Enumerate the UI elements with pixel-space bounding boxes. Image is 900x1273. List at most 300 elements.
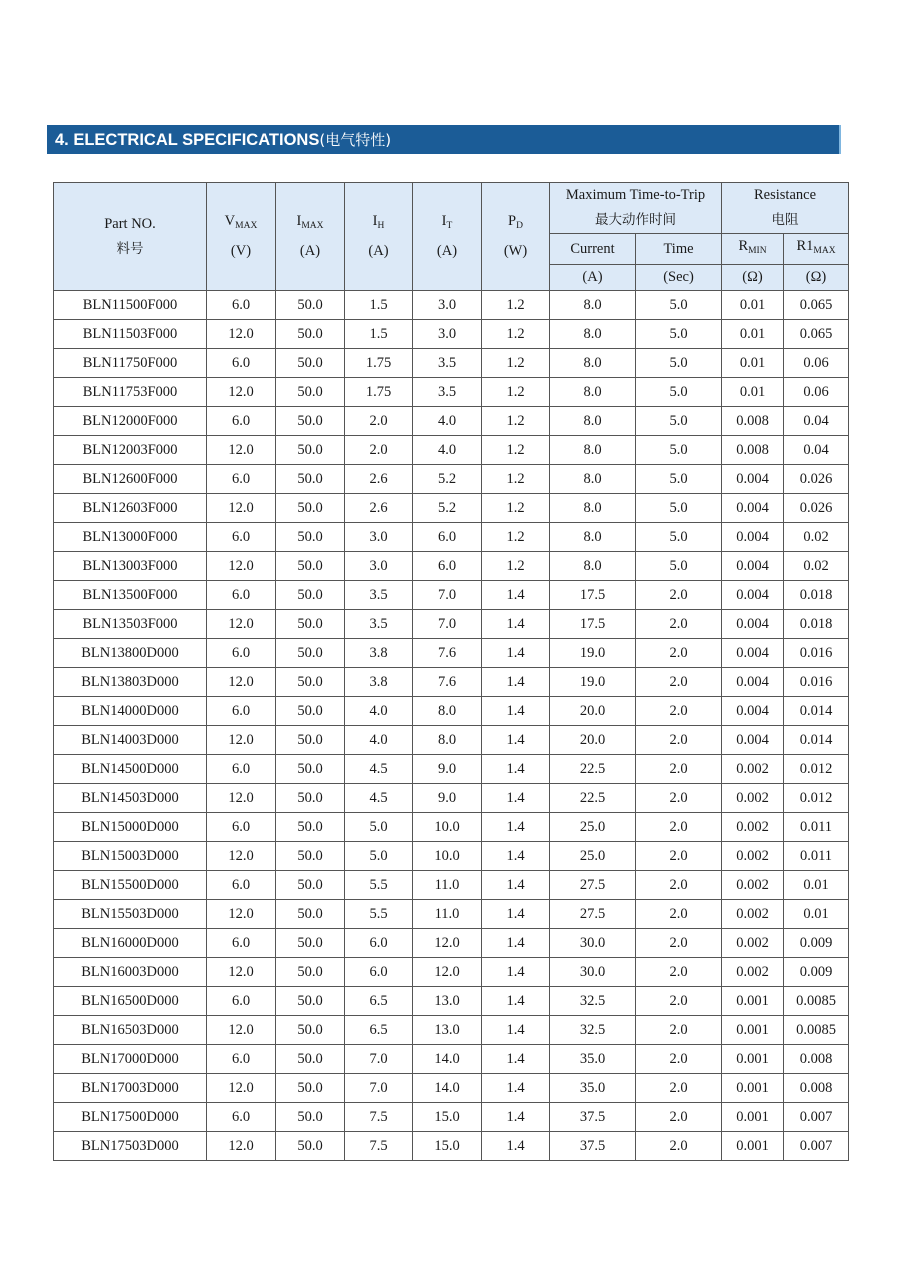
header-time-unit: (Sec) xyxy=(636,265,722,291)
cell-part-no: BLN14503D000 xyxy=(54,784,207,813)
cell-rmin: 0.001 xyxy=(722,1016,784,1045)
cell-rmin: 0.004 xyxy=(722,610,784,639)
cell-ih: 2.0 xyxy=(345,407,413,436)
header-rmin-sub: MIN xyxy=(748,246,767,256)
cell-part-no: BLN12003F000 xyxy=(54,436,207,465)
cell-it: 10.0 xyxy=(413,842,482,871)
cell-rmin: 0.01 xyxy=(722,378,784,407)
cell-part-no: BLN13500F000 xyxy=(54,581,207,610)
cell-pd: 1.4 xyxy=(482,1016,550,1045)
table-row xyxy=(54,987,849,1016)
cell-trip-time: 2.0 xyxy=(636,842,722,871)
cell-imax: 50.0 xyxy=(276,291,345,320)
cell-ih: 1.75 xyxy=(345,378,413,407)
cell-part-no: BLN16500D000 xyxy=(54,987,207,1016)
table-row xyxy=(54,494,849,523)
cell-trip-time: 2.0 xyxy=(636,784,722,813)
header-imax-sub: MAX xyxy=(301,221,324,231)
cell-vmax: 12.0 xyxy=(207,494,276,523)
cell-it: 13.0 xyxy=(413,1016,482,1045)
header-r1max xyxy=(784,234,849,265)
cell-part-no: BLN15003D000 xyxy=(54,842,207,871)
table-row xyxy=(54,349,849,378)
cell-pd: 1.2 xyxy=(482,552,550,581)
cell-part-no: BLN16003D000 xyxy=(54,958,207,987)
cell-rmin: 0.004 xyxy=(722,552,784,581)
cell-it: 4.0 xyxy=(413,436,482,465)
cell-ih: 5.0 xyxy=(345,813,413,842)
cell-ih: 7.5 xyxy=(345,1103,413,1132)
header-vmax xyxy=(207,183,276,291)
cell-trip-current: 27.5 xyxy=(550,871,636,900)
cell-ih: 5.0 xyxy=(345,842,413,871)
cell-trip-current: 8.0 xyxy=(550,494,636,523)
cell-rmin: 0.004 xyxy=(722,639,784,668)
cell-rmin: 0.004 xyxy=(722,581,784,610)
cell-trip-time: 2.0 xyxy=(636,610,722,639)
header-rmin-label: R xyxy=(738,238,749,254)
section-title-cn: (电气特性) xyxy=(319,131,392,149)
cell-trip-current: 32.5 xyxy=(550,987,636,1016)
cell-pd: 1.4 xyxy=(482,1045,550,1074)
cell-rmin: 0.002 xyxy=(722,871,784,900)
cell-trip-time: 2.0 xyxy=(636,1074,722,1103)
cell-trip-current: 17.5 xyxy=(550,581,636,610)
cell-vmax: 6.0 xyxy=(207,755,276,784)
cell-vmax: 6.0 xyxy=(207,1103,276,1132)
header-r1max-unit: (Ω) xyxy=(784,265,849,291)
cell-vmax: 6.0 xyxy=(207,1045,276,1074)
cell-trip-time: 2.0 xyxy=(636,1016,722,1045)
cell-it: 5.2 xyxy=(413,465,482,494)
cell-part-no: BLN12000F000 xyxy=(54,407,207,436)
header-current-unit: (A) xyxy=(550,265,636,291)
cell-imax: 50.0 xyxy=(276,929,345,958)
cell-vmax: 12.0 xyxy=(207,668,276,697)
cell-rmin: 0.001 xyxy=(722,1132,784,1161)
cell-pd: 1.2 xyxy=(482,349,550,378)
cell-imax: 50.0 xyxy=(276,1103,345,1132)
cell-pd: 1.2 xyxy=(482,436,550,465)
table-row xyxy=(54,900,849,929)
cell-trip-current: 27.5 xyxy=(550,900,636,929)
table-row xyxy=(54,668,849,697)
table-row xyxy=(54,726,849,755)
cell-rmin: 0.008 xyxy=(722,407,784,436)
cell-imax: 50.0 xyxy=(276,1074,345,1103)
cell-ih: 6.5 xyxy=(345,1016,413,1045)
header-pd-label: P xyxy=(508,213,517,229)
cell-it: 3.5 xyxy=(413,349,482,378)
cell-rmin: 0.004 xyxy=(722,726,784,755)
cell-trip-current: 22.5 xyxy=(550,784,636,813)
table-row xyxy=(54,871,849,900)
table-row xyxy=(54,929,849,958)
cell-ih: 6.5 xyxy=(345,987,413,1016)
header-time: Time xyxy=(636,234,722,265)
cell-r1max: 0.065 xyxy=(784,320,849,349)
cell-r1max: 0.011 xyxy=(784,813,849,842)
cell-rmin: 0.002 xyxy=(722,900,784,929)
cell-imax: 50.0 xyxy=(276,378,345,407)
cell-vmax: 12.0 xyxy=(207,552,276,581)
cell-it: 3.0 xyxy=(413,320,482,349)
cell-imax: 50.0 xyxy=(276,1045,345,1074)
cell-trip-current: 25.0 xyxy=(550,842,636,871)
cell-imax: 50.0 xyxy=(276,726,345,755)
cell-trip-time: 2.0 xyxy=(636,639,722,668)
cell-it: 13.0 xyxy=(413,987,482,1016)
header-rmin xyxy=(722,234,784,265)
cell-r1max: 0.01 xyxy=(784,900,849,929)
header-current: Current xyxy=(550,234,636,265)
cell-r1max: 0.012 xyxy=(784,755,849,784)
cell-part-no: BLN16000D000 xyxy=(54,929,207,958)
cell-it: 5.2 xyxy=(413,494,482,523)
section-title xyxy=(55,129,391,150)
cell-ih: 3.8 xyxy=(345,668,413,697)
header-resistance-label: Resistance xyxy=(754,187,817,203)
cell-vmax: 12.0 xyxy=(207,378,276,407)
table-row xyxy=(54,1016,849,1045)
header-part-no xyxy=(54,183,207,291)
section-header-bar xyxy=(47,125,841,154)
cell-r1max: 0.02 xyxy=(784,552,849,581)
table-row xyxy=(54,436,849,465)
cell-part-no: BLN12603F000 xyxy=(54,494,207,523)
cell-part-no: BLN13003F000 xyxy=(54,552,207,581)
cell-rmin: 0.004 xyxy=(722,697,784,726)
cell-part-no: BLN15000D000 xyxy=(54,813,207,842)
header-it-label: I xyxy=(441,213,447,229)
cell-trip-current: 22.5 xyxy=(550,755,636,784)
cell-part-no: BLN11750F000 xyxy=(54,349,207,378)
cell-trip-current: 17.5 xyxy=(550,610,636,639)
section-title-text: 4. ELECTRICAL SPECIFICATIONS xyxy=(55,131,320,149)
cell-ih: 5.5 xyxy=(345,900,413,929)
cell-it: 14.0 xyxy=(413,1074,482,1103)
cell-part-no: BLN12600F000 xyxy=(54,465,207,494)
cell-ih: 5.5 xyxy=(345,871,413,900)
cell-trip-current: 37.5 xyxy=(550,1132,636,1161)
cell-trip-current: 37.5 xyxy=(550,1103,636,1132)
cell-ih: 1.5 xyxy=(345,291,413,320)
cell-vmax: 6.0 xyxy=(207,349,276,378)
cell-ih: 7.5 xyxy=(345,1132,413,1161)
cell-vmax: 6.0 xyxy=(207,291,276,320)
cell-vmax: 12.0 xyxy=(207,1016,276,1045)
cell-imax: 50.0 xyxy=(276,784,345,813)
header-part-no-label: Part NO. xyxy=(104,215,156,232)
cell-ih: 2.0 xyxy=(345,436,413,465)
cell-imax: 50.0 xyxy=(276,610,345,639)
cell-rmin: 0.004 xyxy=(722,494,784,523)
cell-trip-time: 5.0 xyxy=(636,349,722,378)
cell-trip-time: 2.0 xyxy=(636,1132,722,1161)
cell-rmin: 0.01 xyxy=(722,349,784,378)
cell-trip-current: 8.0 xyxy=(550,291,636,320)
cell-trip-time: 5.0 xyxy=(636,465,722,494)
cell-pd: 1.4 xyxy=(482,1074,550,1103)
cell-r1max: 0.008 xyxy=(784,1045,849,1074)
cell-trip-time: 5.0 xyxy=(636,320,722,349)
cell-vmax: 12.0 xyxy=(207,842,276,871)
cell-pd: 1.4 xyxy=(482,813,550,842)
cell-vmax: 6.0 xyxy=(207,407,276,436)
cell-trip-time: 2.0 xyxy=(636,755,722,784)
table-row xyxy=(54,1103,849,1132)
cell-trip-time: 2.0 xyxy=(636,900,722,929)
cell-part-no: BLN13803D000 xyxy=(54,668,207,697)
cell-r1max: 0.018 xyxy=(784,610,849,639)
header-trip-cn: 最大动作时间 xyxy=(595,212,676,228)
cell-it: 15.0 xyxy=(413,1132,482,1161)
cell-trip-time: 5.0 xyxy=(636,378,722,407)
cell-r1max: 0.026 xyxy=(784,494,849,523)
cell-imax: 50.0 xyxy=(276,581,345,610)
cell-trip-current: 35.0 xyxy=(550,1045,636,1074)
table-row xyxy=(54,1045,849,1074)
header-it xyxy=(413,183,482,291)
cell-part-no: BLN17000D000 xyxy=(54,1045,207,1074)
header-vmax-sub: MAX xyxy=(235,221,258,231)
cell-it: 7.6 xyxy=(413,668,482,697)
cell-pd: 1.4 xyxy=(482,871,550,900)
header-trip xyxy=(550,183,722,234)
cell-pd: 1.4 xyxy=(482,1103,550,1132)
table-row xyxy=(54,291,849,320)
cell-vmax: 6.0 xyxy=(207,465,276,494)
cell-it: 8.0 xyxy=(413,726,482,755)
cell-trip-current: 8.0 xyxy=(550,465,636,494)
cell-rmin: 0.004 xyxy=(722,523,784,552)
cell-vmax: 6.0 xyxy=(207,639,276,668)
cell-imax: 50.0 xyxy=(276,1132,345,1161)
cell-pd: 1.2 xyxy=(482,378,550,407)
cell-r1max: 0.012 xyxy=(784,784,849,813)
cell-part-no: BLN14003D000 xyxy=(54,726,207,755)
cell-vmax: 6.0 xyxy=(207,697,276,726)
cell-part-no: BLN15503D000 xyxy=(54,900,207,929)
cell-vmax: 12.0 xyxy=(207,726,276,755)
cell-pd: 1.4 xyxy=(482,581,550,610)
cell-trip-time: 5.0 xyxy=(636,436,722,465)
table-row xyxy=(54,755,849,784)
cell-vmax: 6.0 xyxy=(207,929,276,958)
cell-ih: 3.5 xyxy=(345,610,413,639)
cell-rmin: 0.002 xyxy=(722,929,784,958)
cell-pd: 1.4 xyxy=(482,1132,550,1161)
table-row xyxy=(54,581,849,610)
cell-part-no: BLN13503F000 xyxy=(54,610,207,639)
cell-r1max: 0.016 xyxy=(784,639,849,668)
cell-it: 9.0 xyxy=(413,755,482,784)
table-row xyxy=(54,813,849,842)
cell-it: 12.0 xyxy=(413,929,482,958)
cell-rmin: 0.002 xyxy=(722,958,784,987)
cell-rmin: 0.004 xyxy=(722,465,784,494)
cell-part-no: BLN16503D000 xyxy=(54,1016,207,1045)
cell-pd: 1.4 xyxy=(482,784,550,813)
cell-trip-current: 32.5 xyxy=(550,1016,636,1045)
cell-rmin: 0.002 xyxy=(722,755,784,784)
cell-it: 15.0 xyxy=(413,1103,482,1132)
header-it-sub: T xyxy=(446,221,453,231)
cell-part-no: BLN17500D000 xyxy=(54,1103,207,1132)
cell-part-no: BLN15500D000 xyxy=(54,871,207,900)
cell-vmax: 12.0 xyxy=(207,436,276,465)
table-row xyxy=(54,407,849,436)
cell-it: 3.5 xyxy=(413,378,482,407)
header-ih-label: I xyxy=(372,213,378,229)
cell-pd: 1.2 xyxy=(482,465,550,494)
cell-ih: 3.0 xyxy=(345,523,413,552)
cell-ih: 2.6 xyxy=(345,494,413,523)
table-row xyxy=(54,552,849,581)
cell-imax: 50.0 xyxy=(276,987,345,1016)
cell-r1max: 0.026 xyxy=(784,465,849,494)
cell-trip-current: 20.0 xyxy=(550,697,636,726)
cell-trip-current: 19.0 xyxy=(550,639,636,668)
cell-rmin: 0.001 xyxy=(722,1074,784,1103)
cell-trip-time: 2.0 xyxy=(636,1045,722,1074)
header-ih-sub: H xyxy=(377,221,385,231)
cell-trip-time: 5.0 xyxy=(636,494,722,523)
cell-part-no: BLN17503D000 xyxy=(54,1132,207,1161)
cell-trip-time: 2.0 xyxy=(636,929,722,958)
cell-r1max: 0.016 xyxy=(784,668,849,697)
table-row xyxy=(54,1074,849,1103)
header-resistance-cn: 电阻 xyxy=(771,212,799,228)
cell-trip-time: 5.0 xyxy=(636,407,722,436)
cell-imax: 50.0 xyxy=(276,465,345,494)
cell-r1max: 0.014 xyxy=(784,726,849,755)
cell-trip-current: 8.0 xyxy=(550,320,636,349)
cell-it: 7.0 xyxy=(413,610,482,639)
cell-trip-current: 8.0 xyxy=(550,552,636,581)
cell-imax: 50.0 xyxy=(276,494,345,523)
header-pd-sub: D xyxy=(516,221,523,231)
cell-trip-time: 2.0 xyxy=(636,697,722,726)
cell-part-no: BLN17003D000 xyxy=(54,1074,207,1103)
cell-part-no: BLN11753F000 xyxy=(54,378,207,407)
table-row xyxy=(54,1132,849,1161)
cell-ih: 3.0 xyxy=(345,552,413,581)
cell-it: 6.0 xyxy=(413,523,482,552)
cell-imax: 50.0 xyxy=(276,813,345,842)
cell-trip-time: 2.0 xyxy=(636,958,722,987)
header-pd xyxy=(482,183,550,291)
cell-vmax: 12.0 xyxy=(207,900,276,929)
cell-r1max: 0.018 xyxy=(784,581,849,610)
header-vmax-label: V xyxy=(224,213,236,229)
cell-pd: 1.4 xyxy=(482,842,550,871)
cell-rmin: 0.002 xyxy=(722,842,784,871)
cell-ih: 1.5 xyxy=(345,320,413,349)
cell-trip-current: 8.0 xyxy=(550,523,636,552)
cell-r1max: 0.009 xyxy=(784,958,849,987)
cell-r1max: 0.0085 xyxy=(784,987,849,1016)
cell-imax: 50.0 xyxy=(276,639,345,668)
cell-rmin: 0.004 xyxy=(722,668,784,697)
cell-vmax: 12.0 xyxy=(207,610,276,639)
cell-part-no: BLN11500F000 xyxy=(54,291,207,320)
cell-imax: 50.0 xyxy=(276,436,345,465)
cell-pd: 1.4 xyxy=(482,726,550,755)
header-vmax-unit: (V) xyxy=(230,243,252,259)
table-row xyxy=(54,697,849,726)
cell-it: 12.0 xyxy=(413,958,482,987)
cell-ih: 7.0 xyxy=(345,1074,413,1103)
cell-vmax: 12.0 xyxy=(207,1132,276,1161)
cell-r1max: 0.007 xyxy=(784,1103,849,1132)
header-ih-unit: (A) xyxy=(368,243,389,259)
cell-rmin: 0.002 xyxy=(722,784,784,813)
cell-ih: 3.5 xyxy=(345,581,413,610)
cell-rmin: 0.001 xyxy=(722,1103,784,1132)
cell-ih: 6.0 xyxy=(345,929,413,958)
cell-pd: 1.4 xyxy=(482,610,550,639)
header-imax xyxy=(276,183,345,291)
cell-vmax: 6.0 xyxy=(207,581,276,610)
cell-pd: 1.2 xyxy=(482,523,550,552)
cell-trip-current: 8.0 xyxy=(550,407,636,436)
cell-pd: 1.4 xyxy=(482,755,550,784)
cell-imax: 50.0 xyxy=(276,900,345,929)
cell-trip-current: 8.0 xyxy=(550,349,636,378)
cell-it: 4.0 xyxy=(413,407,482,436)
cell-it: 10.0 xyxy=(413,813,482,842)
cell-part-no: BLN14500D000 xyxy=(54,755,207,784)
cell-ih: 1.75 xyxy=(345,349,413,378)
cell-trip-time: 2.0 xyxy=(636,987,722,1016)
cell-vmax: 12.0 xyxy=(207,784,276,813)
cell-part-no: BLN14000D000 xyxy=(54,697,207,726)
cell-trip-time: 5.0 xyxy=(636,523,722,552)
table-row xyxy=(54,784,849,813)
cell-ih: 6.0 xyxy=(345,958,413,987)
header-part-no-cn: 料号 xyxy=(116,240,144,257)
cell-ih: 4.5 xyxy=(345,784,413,813)
cell-pd: 1.4 xyxy=(482,697,550,726)
header-rmin-unit: (Ω) xyxy=(722,265,784,291)
cell-r1max: 0.014 xyxy=(784,697,849,726)
header-r1max-label: R1 xyxy=(796,238,814,254)
cell-imax: 50.0 xyxy=(276,668,345,697)
cell-trip-current: 25.0 xyxy=(550,813,636,842)
cell-it: 14.0 xyxy=(413,1045,482,1074)
cell-pd: 1.2 xyxy=(482,494,550,523)
cell-trip-time: 5.0 xyxy=(636,552,722,581)
header-pd-unit: (W) xyxy=(503,243,528,259)
table-row xyxy=(54,842,849,871)
cell-trip-current: 30.0 xyxy=(550,958,636,987)
cell-it: 3.0 xyxy=(413,291,482,320)
cell-vmax: 12.0 xyxy=(207,320,276,349)
cell-it: 11.0 xyxy=(413,900,482,929)
cell-it: 6.0 xyxy=(413,552,482,581)
cell-ih: 7.0 xyxy=(345,1045,413,1074)
cell-rmin: 0.01 xyxy=(722,291,784,320)
table-row xyxy=(54,639,849,668)
cell-r1max: 0.01 xyxy=(784,871,849,900)
cell-ih: 3.8 xyxy=(345,639,413,668)
cell-r1max: 0.06 xyxy=(784,349,849,378)
cell-imax: 50.0 xyxy=(276,407,345,436)
cell-pd: 1.4 xyxy=(482,639,550,668)
table-row xyxy=(54,958,849,987)
cell-vmax: 12.0 xyxy=(207,1074,276,1103)
